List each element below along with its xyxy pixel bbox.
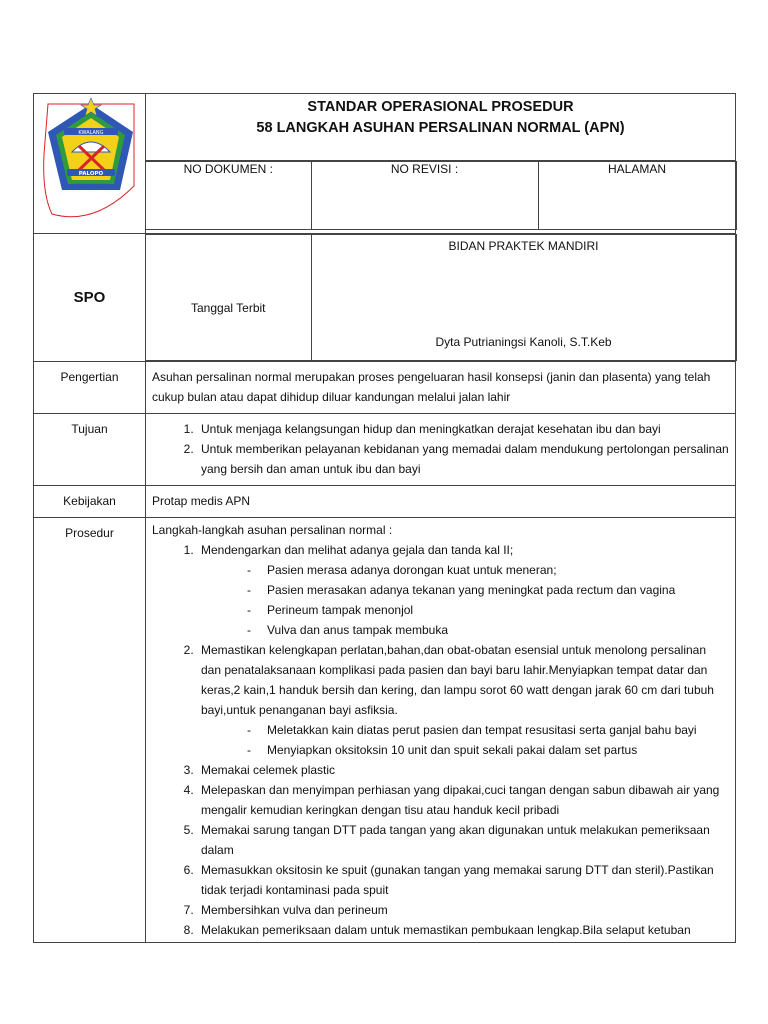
step-text: Memastikan kelengkapan perlatan,bahan,dan obat-obatan esensial untuk menolong persalinan dan penatalaksanaan komplikasi pada pasien dan bayi baru lahir.Menyiapkan tempat datar dan keras,2 kain,1 handuk bersih dan kering, dan lampu sorot 60 watt dengan jarak 60 cm dari tubuh bayi,untuk penanganan bayi asfiksia. — [201, 643, 714, 717]
step-substeps — [201, 560, 729, 640]
sop-table — [33, 93, 736, 943]
substep-item: - Pasien merasa adanya dorongan kuat untuk meneran; — [247, 560, 729, 580]
step-item — [197, 540, 729, 640]
midwife-name: Dyta Putrianingsi Kanoli, S.T.Keb — [435, 335, 612, 349]
no-dokumen-label: NO DOKUMEN : — [146, 162, 311, 230]
step-item: 3. Memakai celemek plastic — [197, 760, 729, 780]
tujuan-label: Tujuan — [34, 414, 146, 486]
spo-details — [146, 234, 736, 362]
kebijakan-row — [34, 486, 736, 518]
tujuan-item: 2. Untuk memberikan pelayanan kebidanan yang memadai dalam mendukung pertolongan persalinan yang bersih dan aman untuk ibu dan bayi — [197, 439, 729, 479]
substep-item: - Perineum tampak menonjol — [247, 600, 729, 620]
step-item: 6. Memasukkan oksitosin ke spuit (gunakan tangan yang memakai sarung DTT dan steril).Pastikan tidak terjadi kontaminasi pada spuit — [197, 860, 729, 900]
substep-item: - Pasien merasakan adanya tekanan yang meningkat pada rectum dan vagina — [247, 580, 729, 600]
spo-label: SPO — [34, 234, 146, 362]
org-name: BIDAN PRAKTEK MANDIRI — [448, 239, 599, 253]
prosedur-intro: Langkah-langkah asuhan persalinan normal : — [152, 523, 393, 537]
doc-info-table — [146, 161, 737, 230]
tujuan-row — [34, 414, 736, 486]
pengertian-label: Pengertian — [34, 362, 146, 414]
step-item — [197, 640, 729, 760]
title-line-1: STANDAR OPERASIONAL PROSEDUR — [307, 99, 574, 115]
prosedur-steps — [152, 540, 729, 940]
svg-text:PALOPO: PALOPO — [78, 171, 104, 177]
logo-cell — [34, 94, 146, 234]
svg-text:KWALANG: KWALANG — [78, 130, 104, 136]
header-right — [146, 94, 736, 234]
step-item: 8. Melakukan pemeriksaan dalam untuk memastikan pembukaan lengkap.Bila selaput ketuban — [197, 920, 729, 940]
substep-item: - Menyiapkan oksitoksin 10 unit dan spuit sekali pakai dalam set partus — [247, 740, 729, 760]
prosedur-content — [146, 518, 736, 943]
substep-item: - Vulva dan anus tampak membuka — [247, 620, 729, 640]
palopo-logo-icon — [34, 94, 146, 230]
step-text: Mendengarkan dan melihat adanya gejala dan tanda kal II; — [201, 543, 514, 557]
tujuan-item: 1. Untuk menjaga kelangsungan hidup dan meningkatkan derajat kesehatan ibu dan bayi — [197, 419, 729, 439]
tanggal-terbit-label: Tanggal Terbit — [146, 235, 311, 361]
prosedur-label: Prosedur — [34, 518, 146, 943]
step-item: 7. Membersihkan vulva dan perineum — [197, 900, 729, 920]
pengertian-row — [34, 362, 736, 414]
step-item: 4. Melepaskan dan menyimpan perhiasan yang dipakai,cuci tangan dengan sabun dibawah air yang mengalir kemudian keringkan dengan tisu atau handuk kecil pribadi — [197, 780, 729, 820]
kebijakan-text: Protap medis APN — [146, 486, 736, 518]
title-line-2: 58 LANGKAH ASUHAN PERSALINAN NORMAL (APN) — [256, 120, 625, 136]
substep-item: - Meletakkan kain diatas perut pasien dan tempat resusitasi serta ganjal bahu bayi — [247, 720, 729, 740]
halaman-label: HALAMAN — [538, 162, 736, 230]
pengertian-text: Asuhan persalinan normal merupakan proses pengeluaran hasil konsepsi (janin dan plasenta) yang telah cukup bulan atau dapat dihidup diluar kandungan melalui jalan lahir — [146, 362, 736, 414]
issuer-cell — [311, 235, 736, 361]
spo-row — [34, 234, 736, 362]
header-row — [34, 94, 736, 234]
svg-text:KOTA PATAMBERAJA: KOTA PATAMBERAJA — [73, 183, 109, 187]
kebijakan-label: Kebijakan — [34, 486, 146, 518]
prosedur-row — [34, 518, 736, 943]
step-item: 5. Memakai sarung tangan DTT pada tangan yang akan digunakan untuk melakukan pemeriksaan dalam — [197, 820, 729, 860]
title-block — [146, 94, 735, 161]
document-title — [146, 94, 735, 139]
spo-inner-table — [146, 234, 737, 361]
tujuan-content — [146, 414, 736, 486]
no-revisi-label: NO REVISI : — [311, 162, 538, 230]
step-substeps — [201, 720, 729, 760]
tujuan-list — [152, 419, 729, 479]
